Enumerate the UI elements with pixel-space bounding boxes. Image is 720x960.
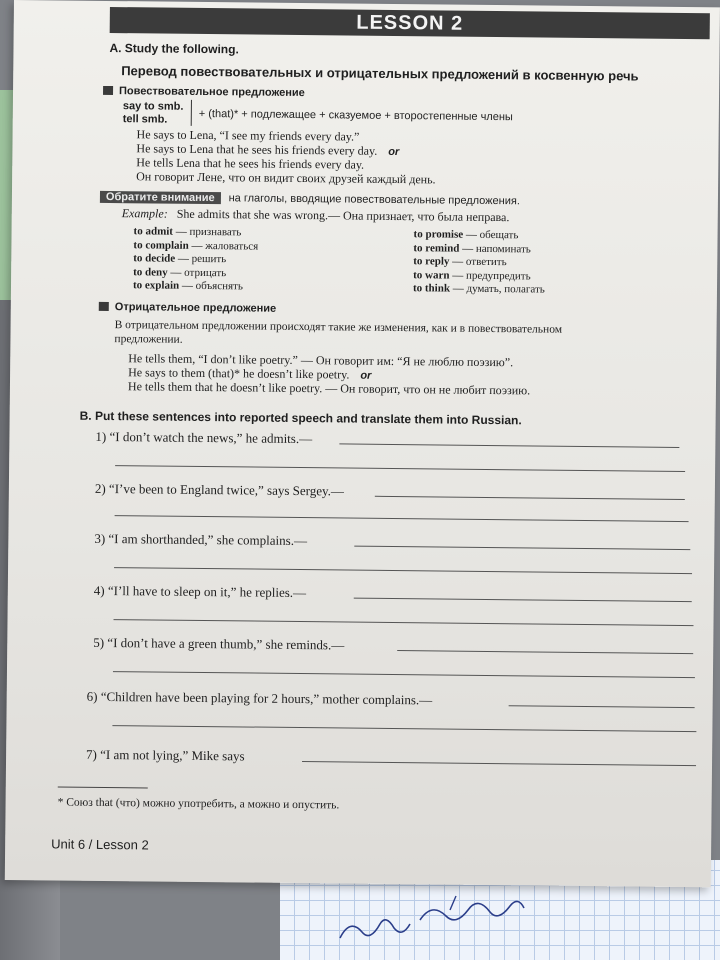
section-b-label: B. Put these sentences into reported speech and translate them into Russian.: [79, 408, 522, 428]
subheading-declarative: Повествовательное предложение: [103, 85, 305, 99]
exercise-item: 4) “I’ll have to sleep on it,” he replies.—: [93, 582, 307, 601]
worksheet: [5, 0, 720, 887]
verbs-left-list: [133, 225, 258, 294]
negative-example: He tells them that he doesn’t like poetry. — Он говорит, что он не любит поэзию.: [127, 379, 531, 398]
brace-divider: [191, 100, 192, 126]
section-a-title: Перевод повествовательных и отрицательных предложений в косвенную речь: [121, 63, 639, 84]
negative-intro: В отрицательном предложении происходят такие же изменения, как и в повествовательном: [114, 319, 563, 336]
section-a-label: A. Study the following.: [109, 41, 239, 57]
example-sentence: Example: She admits that she was wrong.— Она признает, что была неправа.: [121, 206, 510, 225]
answer-line[interactable]: [114, 619, 694, 626]
formula-rule: + (that)* + подлежащее + сказуемое + второстепенные члены: [198, 107, 513, 124]
square-bullet-icon: [103, 86, 113, 95]
verbs-right-list: [413, 228, 546, 297]
square-bullet-icon: [99, 302, 109, 311]
footnote-rule: [58, 787, 148, 789]
answer-line[interactable]: [375, 496, 685, 500]
example-line: Он говорит Лене, что он видит своих друзей каждый день.: [136, 169, 436, 187]
answer-line[interactable]: [115, 465, 685, 472]
exercise-item: 2) “I’ve been to England twice,” says Sergey.—: [94, 480, 345, 499]
verb-item: to complain — жаловаться: [133, 238, 259, 253]
exercise-item: 3) “I am shorthanded,” she complains.—: [94, 530, 308, 549]
example-line: He says to Lena, “I see my friends every day.”: [136, 127, 360, 144]
negative-intro: предложении.: [114, 333, 183, 346]
lesson-banner: LESSON 2: [110, 7, 710, 39]
negative-example: He tells them, “I don’t like poetry.” — Он говорит им: “Я не люблю поэзию”.: [128, 351, 514, 370]
verb-item: to think — думать, полагать: [412, 282, 545, 296]
verb-item: to reply — ответить: [413, 255, 507, 269]
formula-tell: tell smb.: [122, 113, 168, 126]
answer-line[interactable]: [302, 761, 696, 766]
attention-note: Обратите внимание на глаголы, вводящие повествовательные предложения.: [100, 187, 520, 209]
or-label: or: [360, 369, 372, 382]
exercise-item: 7) “I am not lying,” Mike says: [86, 746, 245, 764]
page-footer: Unit 6 / Lesson 2: [51, 836, 149, 853]
verb-item: to deny — отрицать: [133, 265, 227, 279]
formula-say: say to smb.: [122, 100, 184, 113]
exercise-item: 5) “I don’t have a green thumb,” she reminds.—: [93, 634, 345, 653]
answer-line[interactable]: [115, 515, 689, 522]
answer-line[interactable]: [112, 725, 696, 732]
answer-line[interactable]: [354, 598, 692, 603]
verb-item: to promise — обещать: [413, 228, 519, 242]
answer-line[interactable]: [339, 443, 679, 448]
answer-line[interactable]: [397, 650, 693, 654]
answer-line[interactable]: [354, 546, 690, 551]
answer-line[interactable]: [113, 671, 695, 678]
attention-badge: Обратите внимание: [100, 191, 221, 204]
verb-item: to decide — решить: [133, 252, 227, 266]
exercise-item: 6) “Children have been playing for 2 hours,” mother complains.—: [86, 688, 433, 708]
answer-line[interactable]: [114, 567, 692, 574]
verb-item: to explain — объяснять: [132, 279, 243, 293]
example-line: He says to Lena that he sees his friends every day. or: [136, 141, 400, 159]
answer-line[interactable]: [509, 705, 695, 708]
example-line: He tells Lena that he sees his friends every day.: [136, 155, 365, 172]
verb-item: to admit — признавать: [133, 225, 242, 239]
subheading-negative: Отрицательное предложение: [99, 301, 277, 315]
or-label: or: [388, 145, 400, 159]
verb-item: to warn — предупредить: [413, 268, 531, 282]
exercise-item: 1) “I don’t watch the news,” he admits.—: [95, 428, 313, 447]
handwriting-scribble: [300, 880, 560, 950]
footnote: * Союз that (что) можно употребить, а можно и опустить.: [57, 796, 340, 812]
verb-item: to remind — напоминать: [413, 241, 531, 255]
negative-example: He says to them (that)* he doesn’t like poetry. or: [128, 365, 372, 382]
